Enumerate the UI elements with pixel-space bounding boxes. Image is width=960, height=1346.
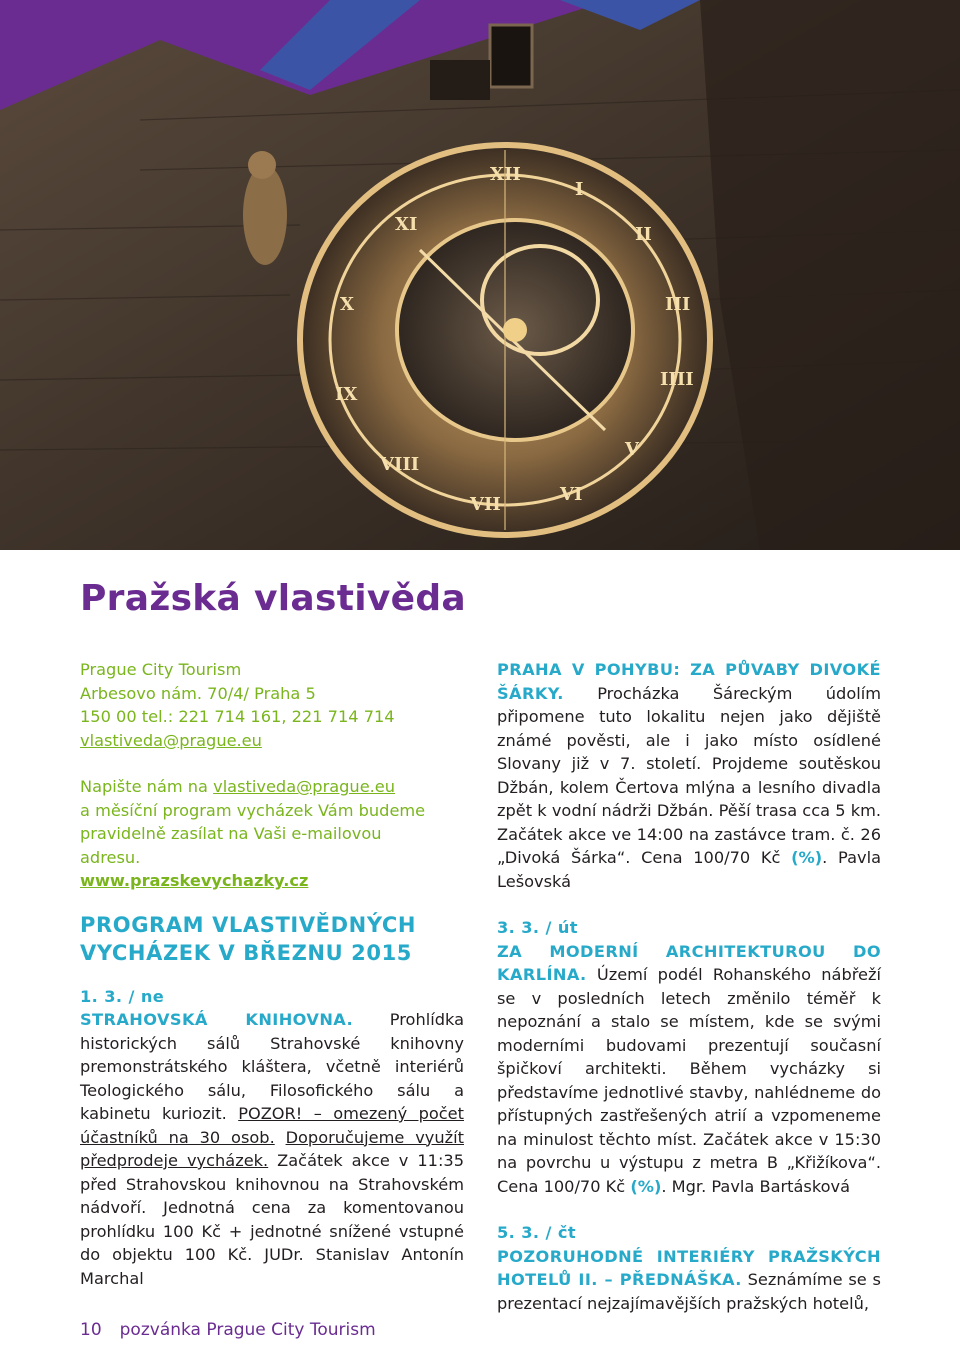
right-column — [497, 658, 881, 1315]
contact-email-link[interactable]: vlastiveda@prague.eu — [80, 730, 262, 750]
hero-photo — [0, 0, 960, 550]
event-3-tail: . Mgr. Pavla Bartásková — [661, 1176, 851, 1196]
page-number: 10 — [80, 1320, 102, 1340]
svg-text:XI: XI — [395, 214, 418, 235]
event-2-title: PRAHA V POHYBU: ZA PŮVABY DIVOKÉ ŠÁRKY. — [497, 660, 881, 703]
svg-text:VII: VII — [470, 494, 501, 515]
svg-text:II: II — [635, 224, 652, 245]
svg-text:X: X — [340, 294, 354, 315]
svg-text:XII: XII — [490, 164, 521, 185]
svg-text:V: V — [625, 439, 639, 460]
event-2-discount: (%) — [791, 848, 823, 867]
event-2 — [497, 658, 881, 893]
contact-phone: 150 00 tel.: 221 714 161, 221 714 714 — [80, 707, 395, 726]
left-column — [80, 658, 464, 1290]
svg-text:I: I — [575, 179, 584, 200]
event-1-text: Prohlídka historických sálů Strahovské knihovny premonstrátského kláštera, včetně interiérů Teologického sálu, Filosofického sálu a kabinetu kuriozit. — [80, 1010, 464, 1123]
event-4-date: 5. 3. / čt — [497, 1223, 576, 1242]
event-3-text: Území podél Rohanského nábřeží se v posledních letech změnilo téměř k nepoznání a stalo se místem, kde se svými moderními budovami prezentují současní špičkoví architekti. Během vycházky si představíme jednotlivé stavby, nahlédneme do přístupných zastřešených atrií a vzpomeneme na minulost těchto míst. Začátek akce v 15:30 na povrchu u výstupu z metra B „Křižíkova“. Cena 100/70 Kč — [497, 965, 881, 1196]
write-rest: a měsíční program vycházek Vám budeme pravidelně zasílat na Vaši e-mailovou adresu. — [80, 800, 426, 867]
event-3 — [497, 916, 881, 1198]
website-link[interactable]: www.prazskevychazky.cz — [80, 871, 309, 890]
publication-name: pozvánka Prague City Tourism — [119, 1320, 376, 1340]
astronomical-clock-illustration — [0, 0, 960, 550]
write-prefix: Napište nám na — [80, 777, 214, 796]
event-4-title: POZORUHODNÉ INTERIÉRY PRAŽSKÝCH HOTELŮ II. – PŘEDNÁŠKA. — [497, 1246, 881, 1289]
event-3-title: ZA MODERNÍ ARCHITEKTUROU DO KARLÍNA. — [497, 941, 881, 984]
svg-text:IIII: IIII — [660, 369, 694, 390]
program-heading: PROGRAM VLASTIVĚDNÝCH VYCHÁZEK V BŘEZNU 2015 — [80, 912, 417, 965]
event-2-tail: . Pavla Lešovská — [497, 848, 881, 891]
contact-address: Arbesovo nám. 70/4/ Praha 5 — [80, 683, 316, 703]
event-1-text2: Začátek akce v 11:35 před Strahovskou knihovnou na Strahovském nádvoří. Jednotná cena za komentovanou prohlídku 100 Kč + jednotné snížené vstupné do objektu 100 Kč. JUDr. Stanislav Antonín Marchal — [80, 1151, 465, 1288]
svg-text:III: III — [665, 294, 691, 315]
event-3-discount: (%) — [630, 1176, 662, 1196]
event-4 — [497, 1221, 881, 1315]
event-1-warning: POZOR! – omezený počet účastníků na 30 osob. — [80, 1104, 464, 1147]
event-1-advice: Doporučujeme využít předprodeje vycházek. — [80, 1127, 464, 1170]
event-1-title: STRAHOVSKÁ KNIHOVNA. — [80, 1010, 354, 1029]
write-email-link[interactable]: vlastiveda@prague.eu — [213, 777, 396, 796]
event-1 — [80, 985, 464, 1291]
contact-org: Prague City Tourism — [80, 660, 242, 679]
contact-block — [80, 658, 464, 893]
svg-text:IX: IX — [335, 384, 358, 405]
event-1-date: 1. 3. / ne — [80, 986, 165, 1006]
event-4-text: Seznámíme se s prezentací nejzajímavějších pražských hotelů, — [497, 1270, 881, 1313]
svg-text:VI: VI — [560, 484, 583, 505]
event-2-text: Procházka Šáreckým údolím připomene tuto lokalitu nejen jako dějiště známé pověsti, ale i jako místo osídlené Slovany již v 7. století. Projdeme soutěskou Džbán, kolem Čertova mlýna a lesního divadla zpět k vodní nádrži Džbán. Pěší trasa cca 5 km. Začátek akce ve 14:00 na zastávce tram. č. 26 „Divoká Šárka“. Cena 100/70 Kč — [497, 683, 881, 867]
svg-text:VIII: VIII — [380, 454, 420, 475]
event-3-date: 3. 3. / út — [497, 918, 578, 937]
page-footer — [80, 1320, 394, 1340]
page-title: Pražská vlastivěda — [80, 578, 467, 619]
